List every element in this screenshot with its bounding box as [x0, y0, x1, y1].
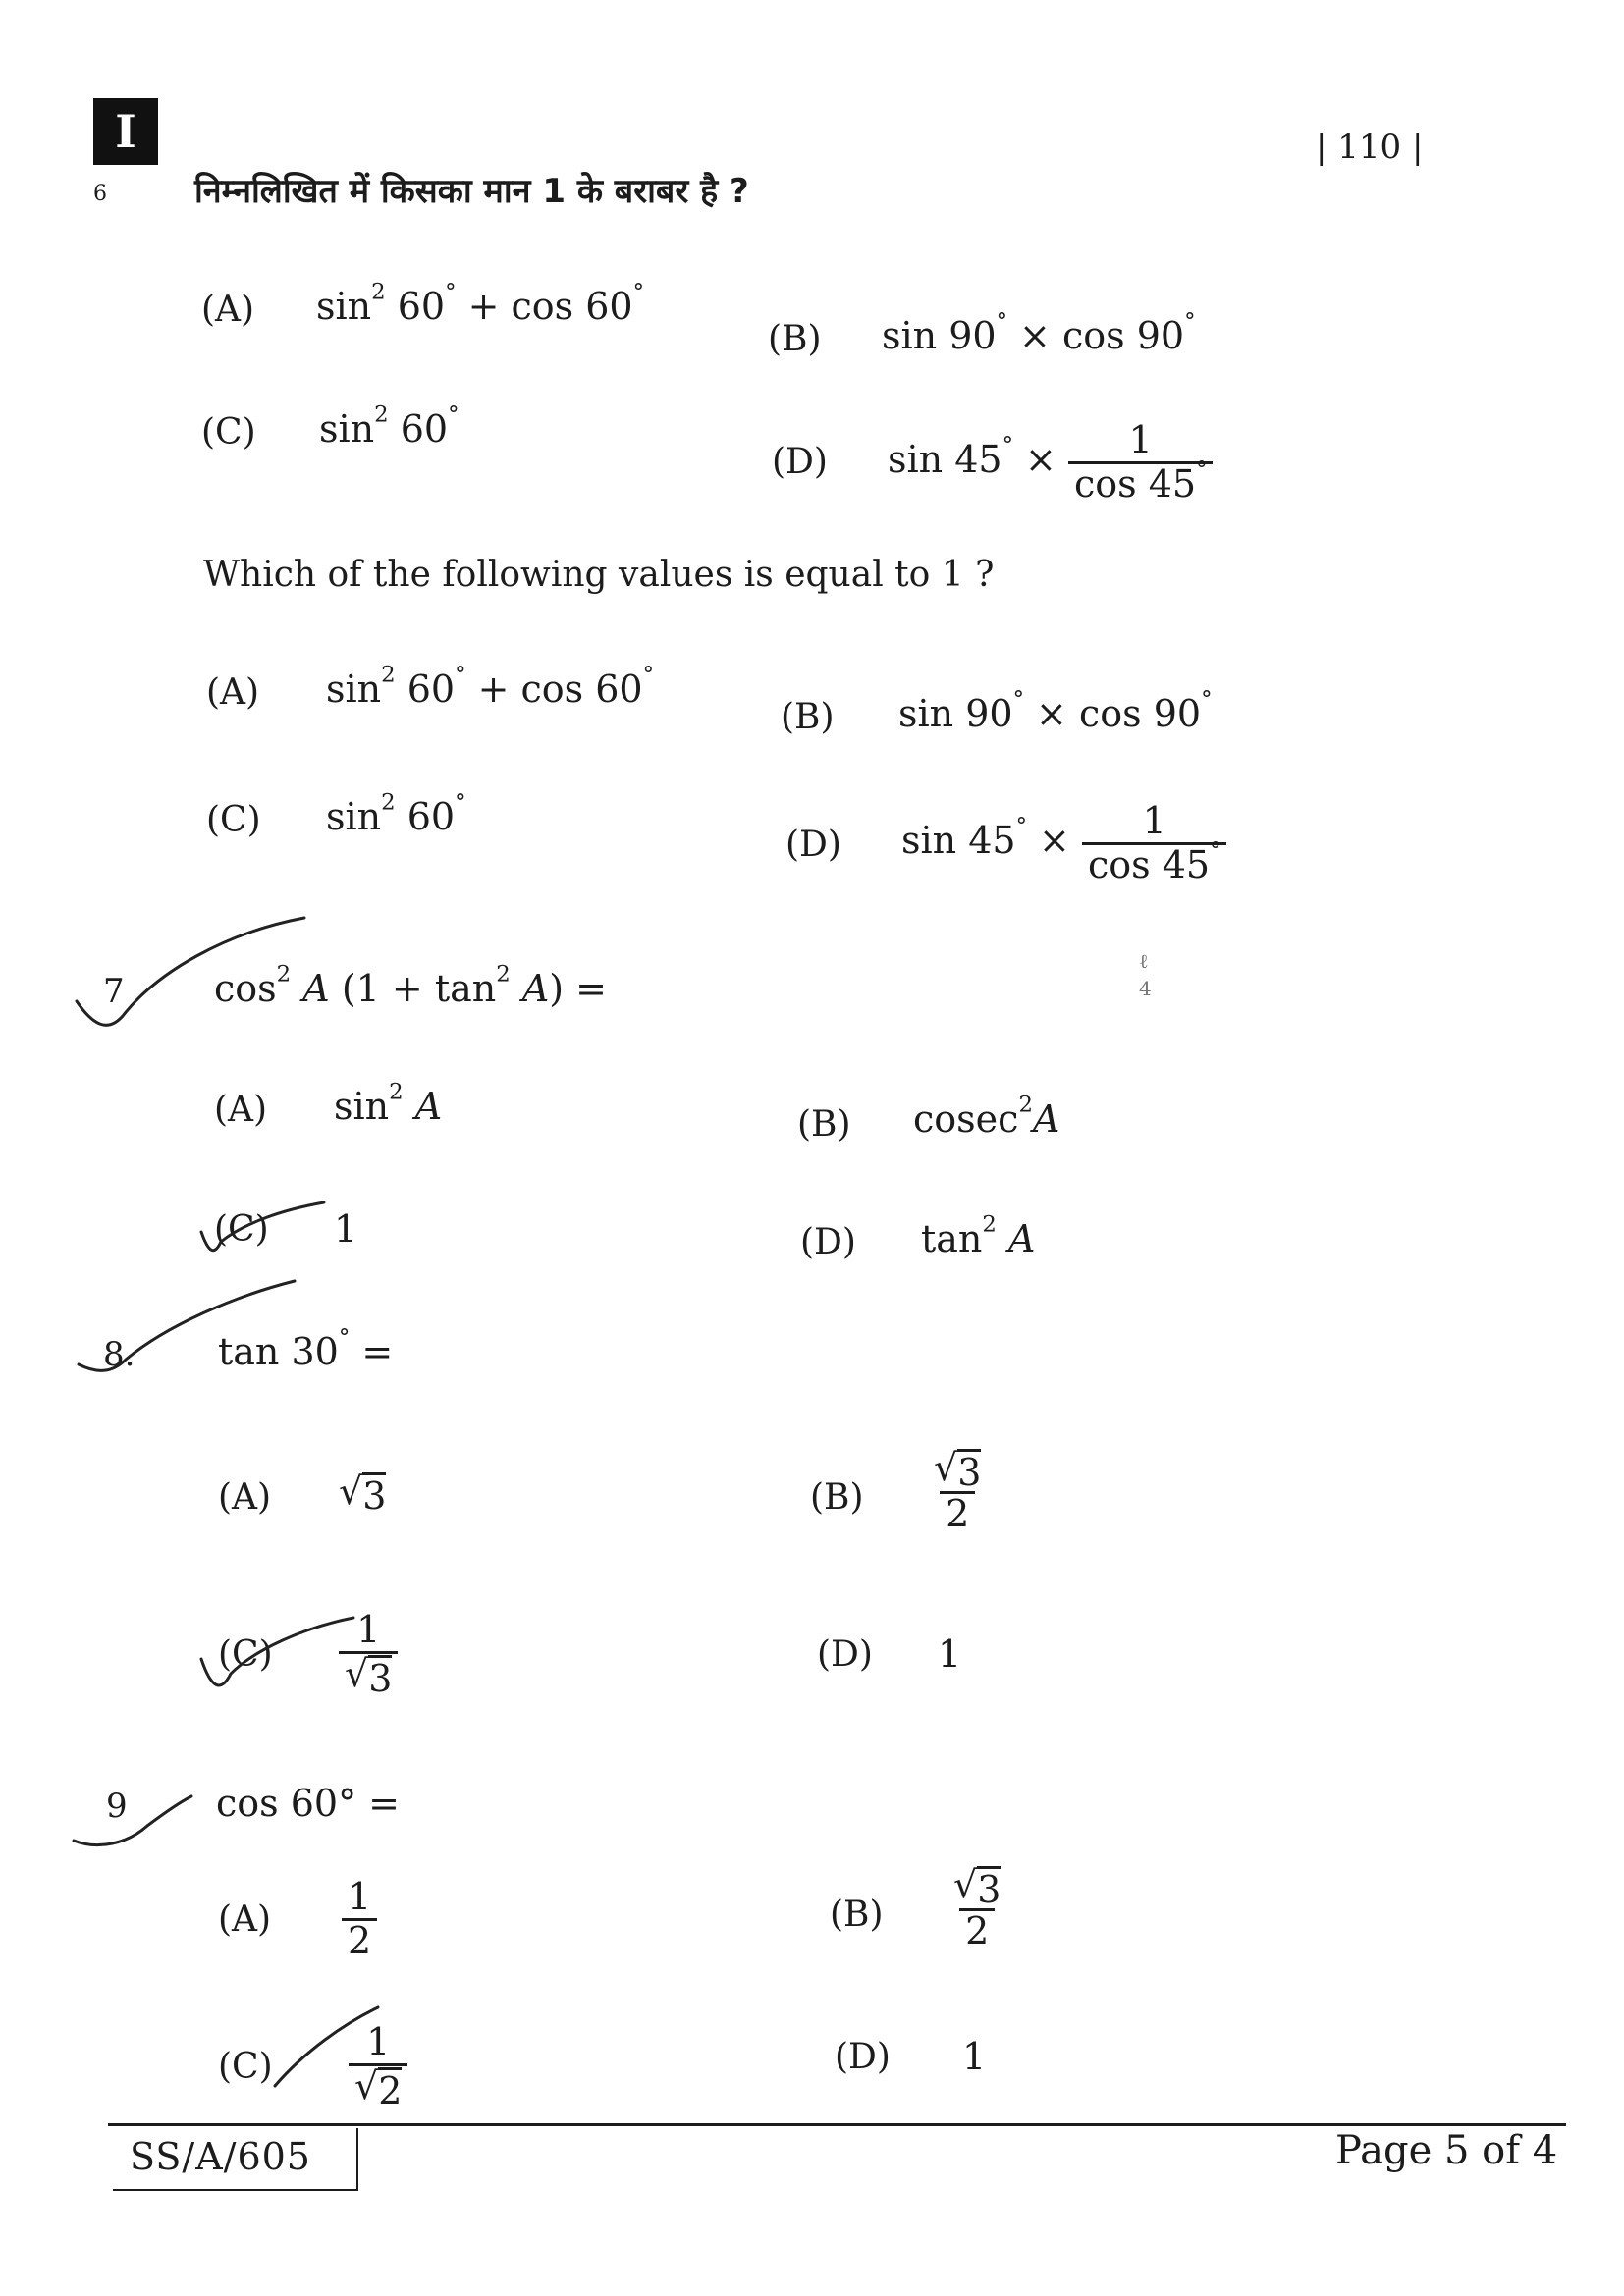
page-reference: | 110 | — [1316, 128, 1424, 167]
q6-hi-option-d-expr: sin 45° × $\frac{1}{\cos 45^\circ}$ — [888, 420, 1213, 506]
question-6-english-text: Which of the following values is equal to 1 ? — [203, 555, 995, 595]
q6-en-option-d-label: (D) — [785, 825, 841, 865]
q8-option-c-label: (C) — [218, 1634, 273, 1675]
q6-hi-option-d-label: (D) — [772, 442, 828, 482]
q8-option-c-expr: 1 √ 3 — [339, 1610, 398, 1697]
q8-option-b-label: (B) — [810, 1477, 864, 1518]
question-9-expr: cos 60° = — [216, 1782, 401, 1825]
q6-en-option-a-expr: $\sin^2 60^\circ + \cos 60^\circ$ — [326, 662, 654, 711]
q6-en-option-d-expr: sin 45° × $\frac{1}{\cos 45^\circ}$ — [901, 801, 1226, 886]
q7-option-d-expr: $\tan^2 A$ — [921, 1211, 1036, 1260]
q8-option-a-expr: √ 3 — [339, 1469, 387, 1518]
q8-option-d-label: (D) — [817, 1634, 873, 1675]
q6-hi-option-a-expr: $\sin^2 60^\circ + \cos 60^\circ$ — [316, 279, 644, 328]
q7-option-c-label: (C) — [214, 1209, 269, 1250]
q8-option-d-value: 1 — [938, 1632, 962, 1676]
q6-hi-option-b-label: (B) — [768, 319, 822, 359]
q7-option-b-expr: cosec$^2$A — [913, 1092, 1060, 1141]
q7-option-b-label: (B) — [797, 1104, 851, 1145]
footer-page-number: Page 5 of 4 — [1335, 2128, 1558, 2173]
q7-option-a-label: (A) — [214, 1090, 268, 1130]
q6-hi-option-c-expr: $\sin^2 60^\circ$ — [319, 401, 460, 451]
q6-en-option-b-label: (B) — [781, 697, 835, 737]
question-9-number: 9 — [106, 1787, 128, 1826]
q9-option-c-label: (C) — [218, 2047, 273, 2087]
question-7-side-mark: ℓ 4 — [1139, 949, 1152, 1000]
question-6-number: 6 — [93, 182, 107, 206]
section-mark: I — [93, 98, 158, 165]
q6-en-option-b-expr: sin 90° × cos 90° — [898, 686, 1213, 735]
q6-hi-option-a-label: (A) — [201, 290, 255, 330]
q9-option-a-expr: $\frac{1}{2}$ — [342, 1877, 377, 1962]
q7-option-a-expr: $\sin^2 A$ — [334, 1079, 443, 1128]
q6-en-option-c-label: (C) — [206, 800, 261, 840]
question-7-number: 7 — [103, 972, 125, 1011]
q6-hi-option-b-expr: sin 90° × cos 90° — [882, 308, 1196, 357]
q9-option-c-expr: 1 √ 2 — [349, 2022, 407, 2109]
q9-option-d-value: 1 — [962, 2035, 987, 2078]
q8-option-b-expr: √ 3 2 — [934, 1446, 982, 1535]
q6-en-option-c-expr: $\sin^2 60^\circ$ — [326, 789, 466, 838]
question-8-number: 8. — [103, 1335, 135, 1374]
q9-option-b-label: (B) — [830, 1895, 884, 1935]
question-8-expr: tan 30° = — [218, 1324, 394, 1373]
q7-option-d-label: (D) — [800, 1222, 856, 1262]
question-7-expr: $\cos^2 A$ $(1 + \tan^2 A)$ = — [214, 961, 608, 1010]
q6-hi-option-c-label: (C) — [201, 412, 256, 453]
q8-option-a-label: (A) — [218, 1477, 272, 1518]
q9-option-a-label: (A) — [218, 1899, 272, 1940]
q9-option-d-label: (D) — [835, 2037, 891, 2077]
footer-code: SS/A/605 — [130, 2135, 311, 2178]
tick-mark-q9 — [74, 1796, 191, 1845]
q7-option-c-value: 1 — [334, 1207, 358, 1251]
q6-en-option-a-label: (A) — [206, 672, 260, 713]
question-6-hindi-text: निम्नलिखित में किसका मान 1 के बराबर है ? — [194, 172, 749, 211]
footer-rule — [108, 2123, 1566, 2126]
q9-option-b-expr: √ 3 2 — [953, 1863, 1001, 1952]
